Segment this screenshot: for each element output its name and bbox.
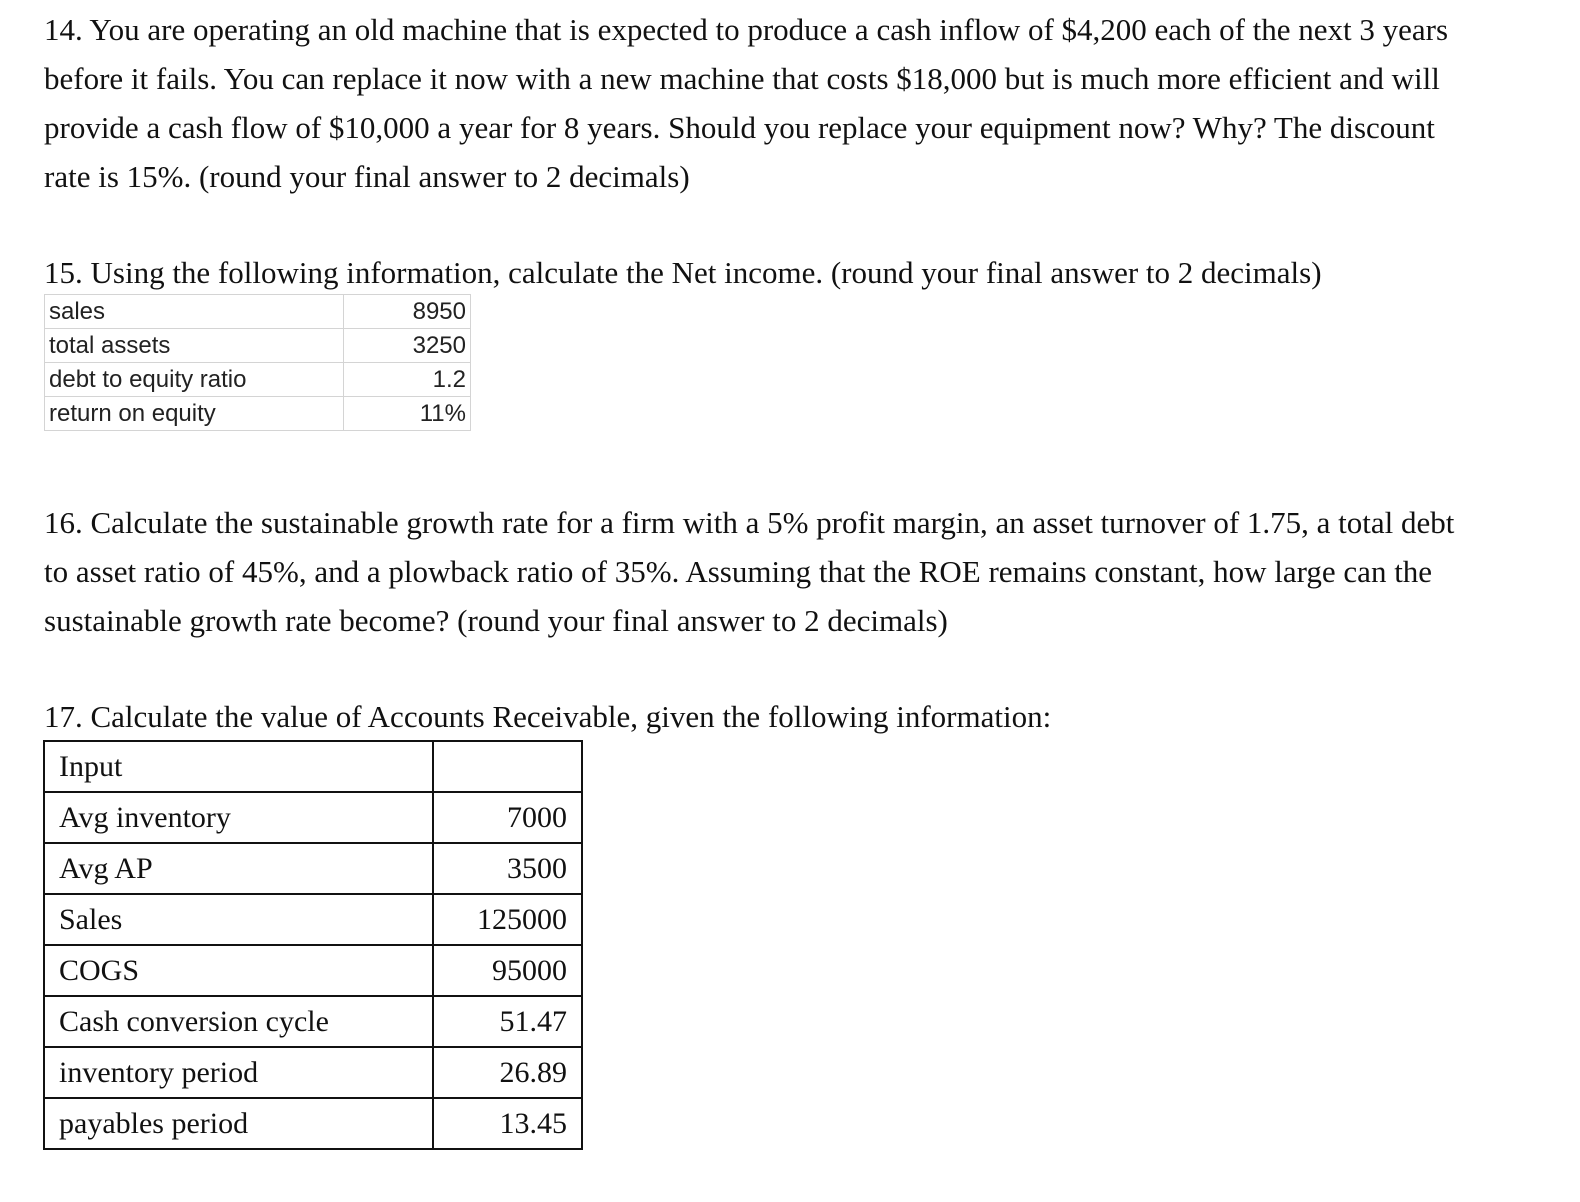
- question-15-data-table: [44, 294, 471, 431]
- table-row: [45, 329, 471, 363]
- table-row: [45, 363, 471, 397]
- row-label-debt-to-equity: debt to equity ratio: [45, 363, 344, 397]
- table-row: [45, 397, 471, 431]
- row-value-sales: 8950: [344, 295, 471, 329]
- row-value-total-assets: 3250: [344, 329, 471, 363]
- row-value-debt-to-equity: 1.2: [344, 363, 471, 397]
- table-row: [44, 843, 582, 894]
- row-label-inventory-period: inventory period: [44, 1047, 433, 1098]
- row-label-total-assets: total assets: [45, 329, 344, 363]
- row-label-payables-period: payables period: [44, 1098, 433, 1149]
- question-16-text: 16. Calculate the sustainable growth rate for a firm with a 5% profit margin, an asset turnover of 1.75, a total debt to asset ratio of 45%, and a plowback ratio of 35%. Assuming that the ROE remains constant, how large can the sustainable growth rate become? (round your final answer to 2 decimals): [44, 505, 1455, 638]
- header-label-input: Input: [44, 741, 433, 792]
- table-row: [44, 1098, 582, 1149]
- row-value-avg-inventory: 7000: [433, 792, 582, 843]
- table-header-row: [44, 741, 582, 792]
- row-value-avg-ap: 3500: [433, 843, 582, 894]
- question-14-text: 14. You are operating an old machine that is expected to produce a cash inflow of $4,200 each of the next 3 years before it fails. You can replace it now with a new machine that costs $18,000 but is much more efficient and will provide a cash flow of $10,000 a year for 8 years. Should you replace your equipment now? Why? The discount rate is 15%. (round your final answer to 2 decimals): [44, 12, 1449, 194]
- table-row: [44, 792, 582, 843]
- row-value-return-on-equity: 11%: [344, 397, 471, 431]
- row-label-cash-conversion-cycle: Cash conversion cycle: [44, 996, 433, 1047]
- row-label-avg-ap: Avg AP: [44, 843, 433, 894]
- row-value-sales: 125000: [433, 894, 582, 945]
- row-label-avg-inventory: Avg inventory: [44, 792, 433, 843]
- row-label-sales: Sales: [44, 894, 433, 945]
- question-17-input-table: [43, 740, 583, 1150]
- question-17-text: 17. Calculate the value of Accounts Receivable, given the following information:: [44, 699, 1052, 734]
- table-row: [45, 295, 471, 329]
- question-15-text: 15. Using the following information, calculate the Net income. (round your final answer to 2 decimals): [44, 255, 1322, 290]
- row-value-cash-conversion-cycle: 51.47: [433, 996, 582, 1047]
- row-label-cogs: COGS: [44, 945, 433, 996]
- row-label-return-on-equity: return on equity: [45, 397, 344, 431]
- header-value-empty: [433, 741, 582, 792]
- table-row: [44, 996, 582, 1047]
- row-value-payables-period: 13.45: [433, 1098, 582, 1149]
- row-value-inventory-period: 26.89: [433, 1047, 582, 1098]
- table-row: [44, 945, 582, 996]
- row-value-cogs: 95000: [433, 945, 582, 996]
- row-label-sales: sales: [45, 295, 344, 329]
- table-row: [44, 894, 582, 945]
- table-row: [44, 1047, 582, 1098]
